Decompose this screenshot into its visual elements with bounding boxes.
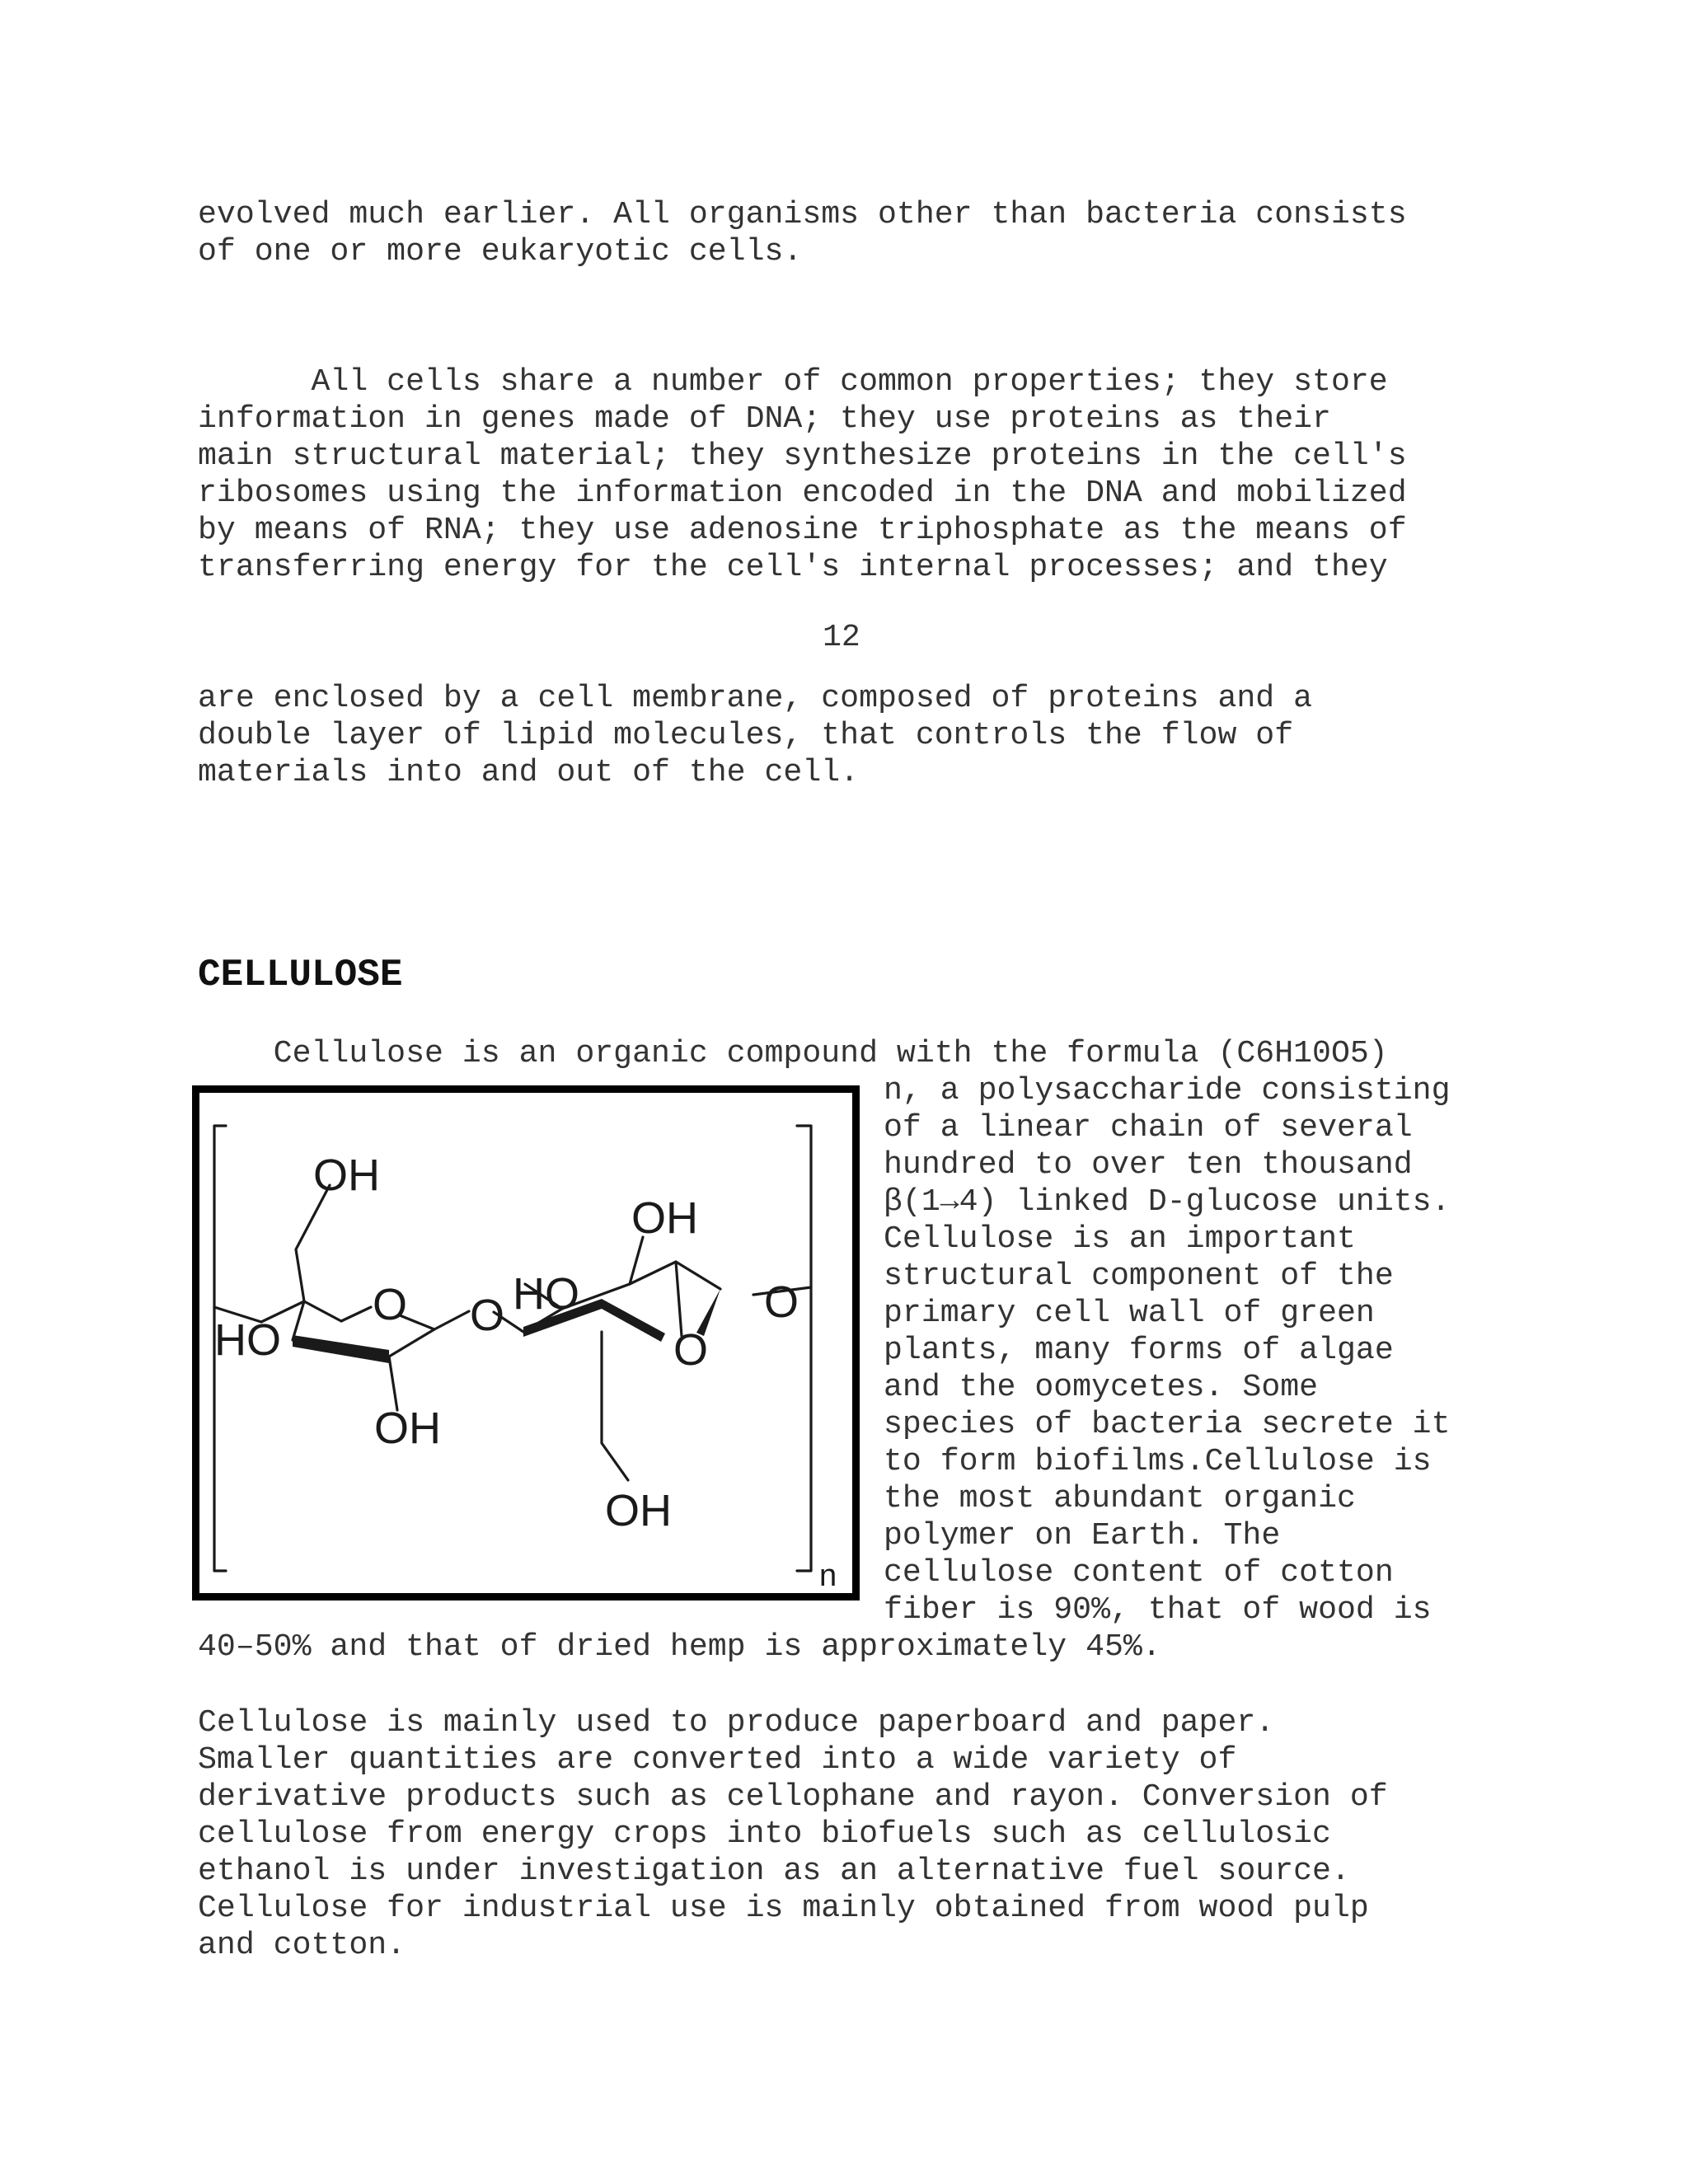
section-heading: CELLULOSE [198, 954, 403, 996]
text-line: transferring energy for the cell's internal processes; and they [198, 550, 1388, 585]
glycosidic-oxygen-label: O [470, 1291, 505, 1340]
text-line: fiber is 90%, that of wood is [884, 1592, 1432, 1628]
hydroxyl-label: OH [313, 1151, 380, 1200]
text-line: primary cell wall of green [884, 1296, 1375, 1331]
text-line: main structural material; they synthesize proteins in the cell's [198, 438, 1407, 474]
bond [389, 1329, 434, 1357]
cellulose-structure-diagram [199, 1093, 852, 1593]
text-line: All cells share a number of common properties; they store [198, 364, 1388, 400]
text-line: Cellulose is mainly used to produce paperboard and paper. [198, 1705, 1275, 1741]
text-line: and the oomycetes. Some [884, 1370, 1319, 1405]
text-line: derivative products such as cellophane and rayon. Conversion of [198, 1779, 1388, 1815]
bond [630, 1237, 643, 1284]
hydroxyl-label: OH [605, 1486, 672, 1535]
hydroxyl-label: OH [374, 1404, 441, 1453]
text-line: Smaller quantities are converted into a wide variety of [198, 1742, 1237, 1778]
right-bracket [797, 1126, 811, 1571]
text-line: materials into and out of the cell. [198, 755, 860, 790]
text-line: ethanol is under investigation as an alternative fuel source. [198, 1854, 1350, 1889]
text-line: information in genes made of DNA; they use proteins as their [198, 401, 1331, 437]
bond [296, 1185, 330, 1301]
hydroxyl-label: HO [513, 1269, 579, 1319]
bond [434, 1311, 469, 1329]
hydroxyl-label: HO [214, 1315, 281, 1365]
text-line: double layer of lipid molecules, that controls the flow of [198, 718, 1294, 753]
text-line: cellulose from energy crops into biofuels such as cellulosic [198, 1816, 1331, 1852]
wedge-bond [602, 1299, 665, 1342]
text-line: structural component of the [884, 1258, 1394, 1294]
wedge-bond [293, 1335, 389, 1363]
ring-oxygen-label: O [673, 1325, 709, 1375]
repeat-subscript: n [819, 1558, 837, 1593]
text-line: polymer on Earth. The [884, 1518, 1281, 1554]
text-line: Cellulose is an organic compound with the formula (C6H10O5) [198, 1036, 1388, 1071]
text-line: cellulose content of cotton [884, 1555, 1394, 1591]
text-line: to form biofilms.Cellulose is [884, 1444, 1432, 1479]
text-line: the most abundant organic [884, 1481, 1356, 1516]
text-line: 40–50% and that of dried hemp is approximately 45%. [198, 1629, 1161, 1665]
bond [389, 1357, 397, 1410]
glycosidic-oxygen-label: O [764, 1277, 799, 1327]
page-number: 12 [823, 620, 860, 655]
text-line: ribosomes using the information encoded in the DNA and mobilized [198, 476, 1407, 511]
text-line: n, a polysaccharide consisting [884, 1073, 1451, 1108]
text-line: hundred to over ten thousand [884, 1147, 1413, 1183]
text-line: Cellulose for industrial use is mainly obtained from wood pulp [198, 1891, 1369, 1926]
text-line: evolved much earlier. All organisms other than bacteria consists [198, 197, 1407, 232]
bond [602, 1332, 628, 1480]
hydroxyl-label: OH [631, 1193, 698, 1243]
text-line: plants, many forms of algae [884, 1333, 1394, 1368]
bond [341, 1307, 371, 1321]
text-line: β(1→4) linked D-glucose units. [884, 1184, 1451, 1220]
text-line: species of bacteria secrete it [884, 1407, 1451, 1442]
text-line: of a linear chain of several [884, 1110, 1413, 1146]
ring-oxygen-label: O [373, 1280, 408, 1329]
cellulose-structure-figure [192, 1085, 860, 1601]
text-line: by means of RNA; they use adenosine triphosphate as the means of [198, 513, 1407, 548]
text-line: Cellulose is an important [884, 1221, 1356, 1257]
text-line: of one or more eukaryotic cells. [198, 234, 803, 269]
text-line: and cotton. [198, 1928, 406, 1963]
text-line: are enclosed by a cell membrane, composed of proteins and a [198, 681, 1313, 716]
